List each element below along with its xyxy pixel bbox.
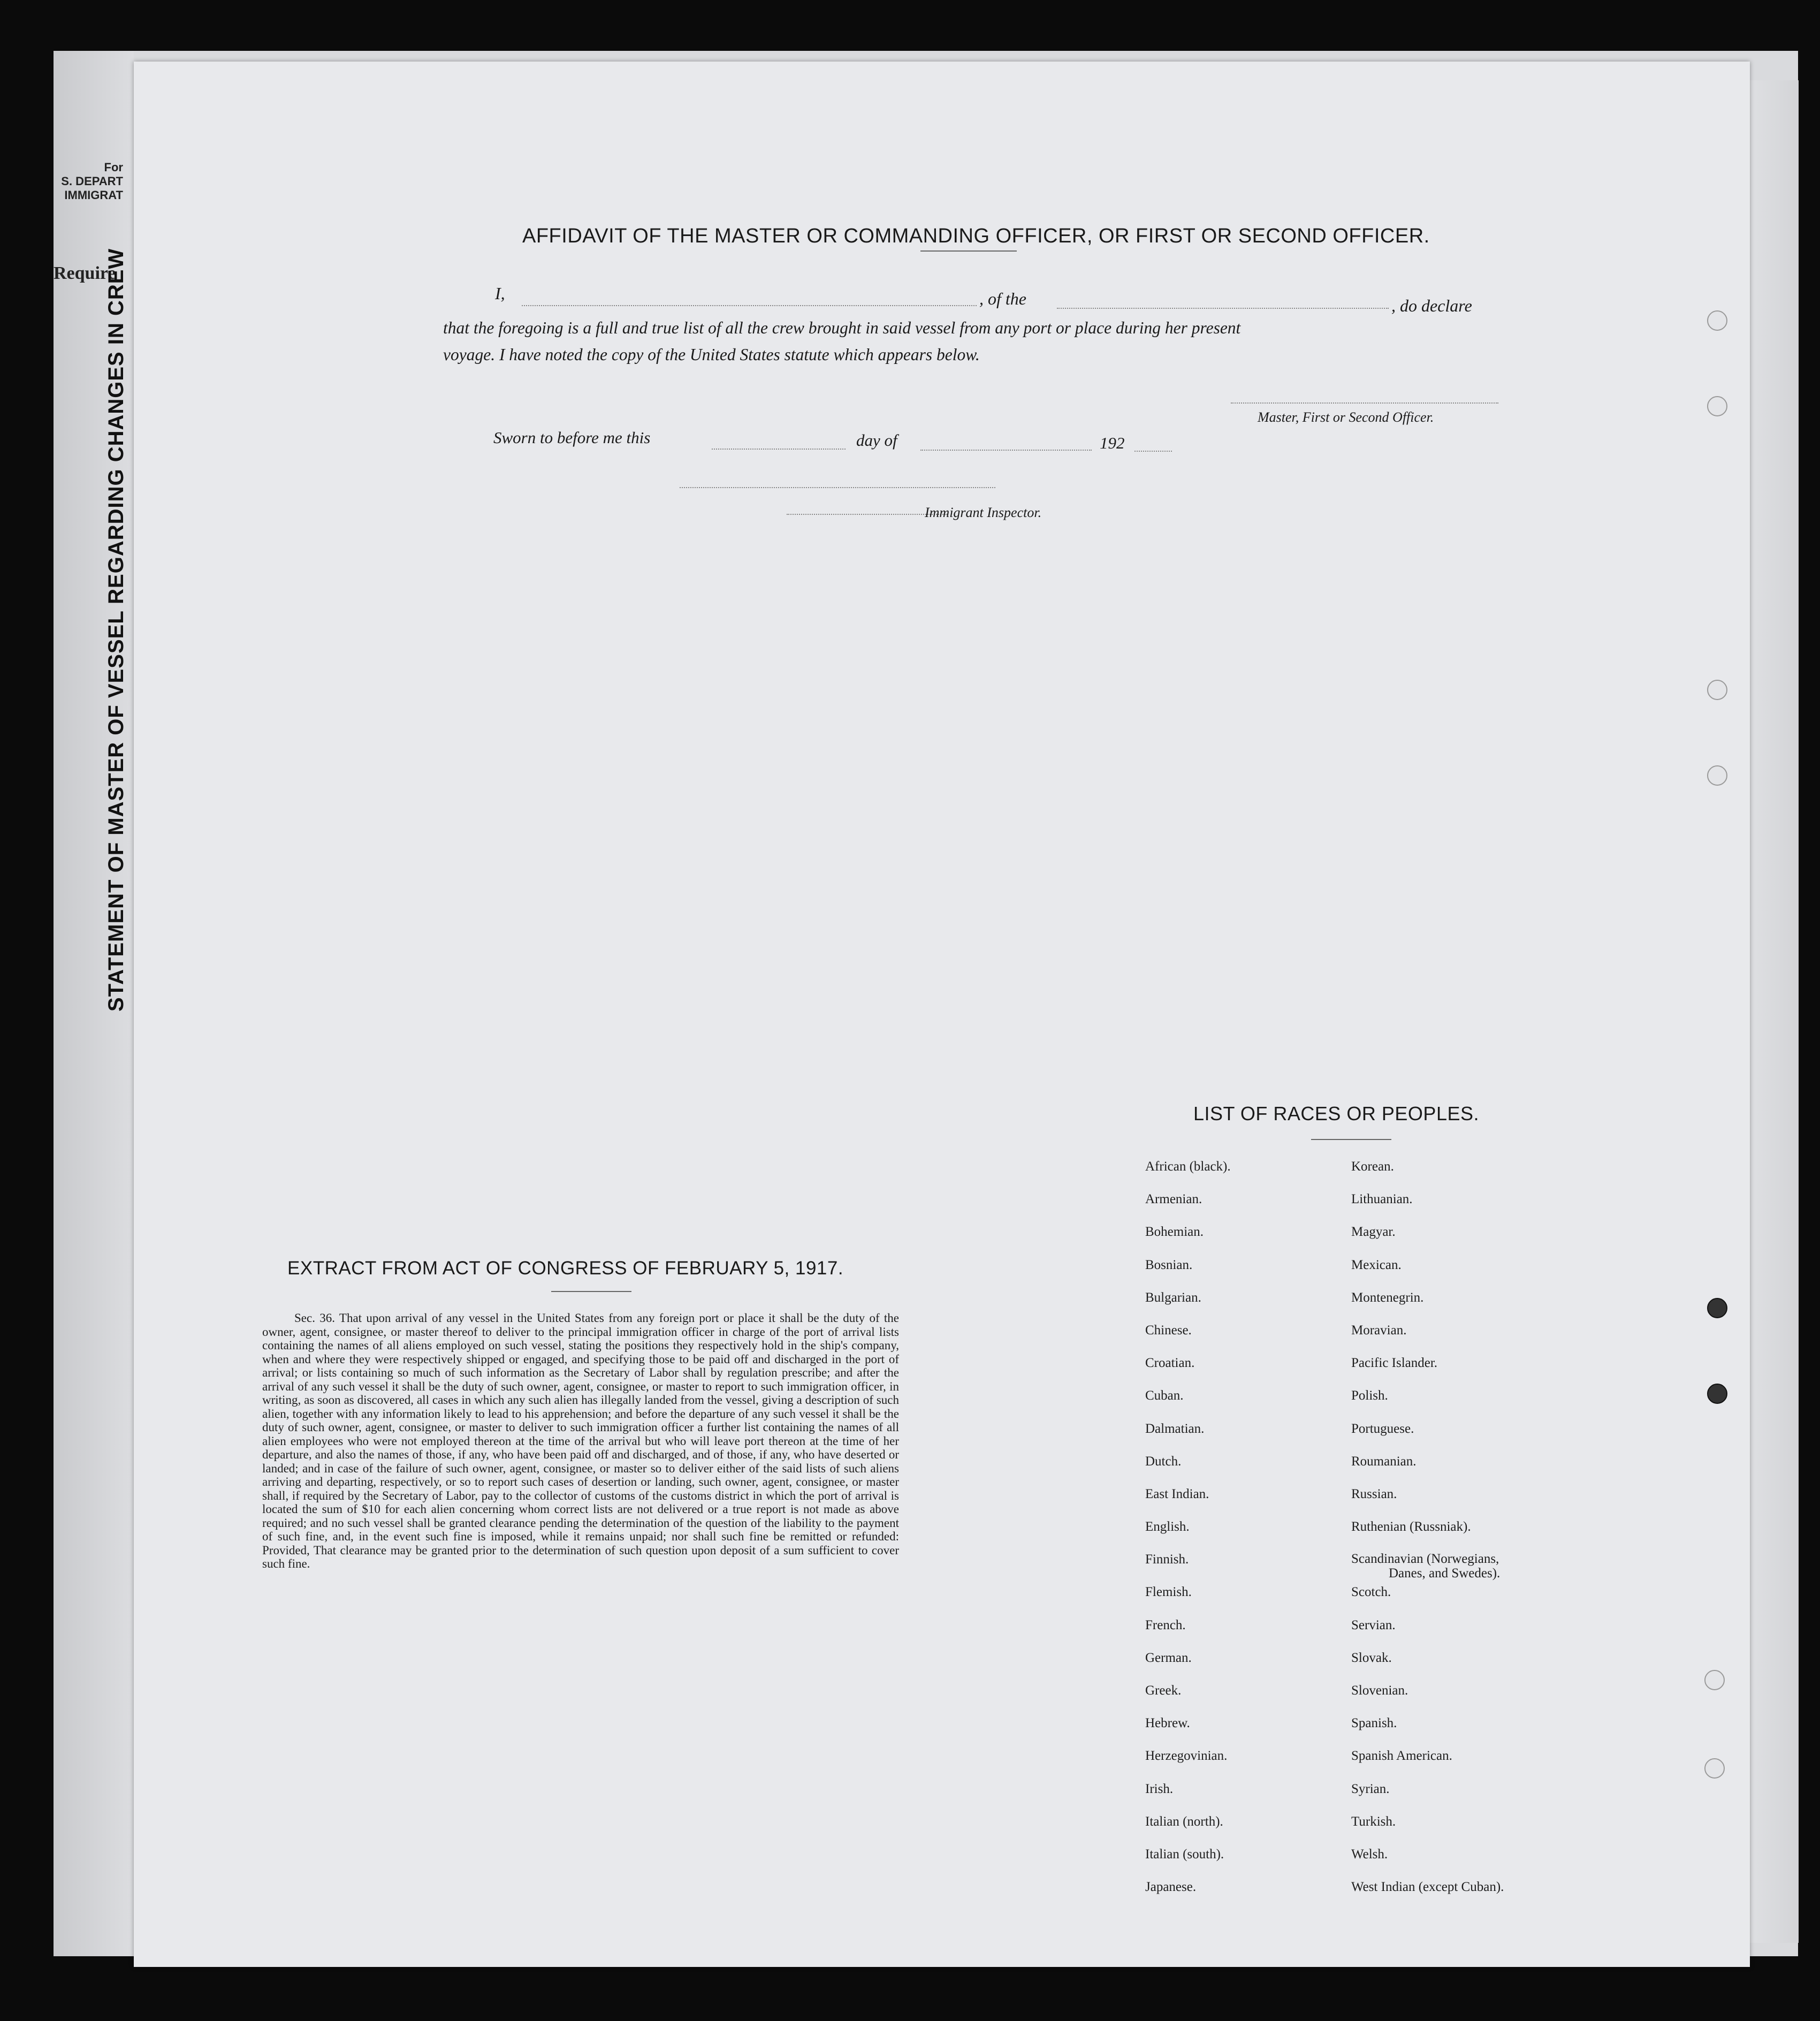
race-item (1351, 1781, 1555, 1814)
race-item-label: Spanish American. (1351, 1749, 1452, 1764)
race-item (1145, 1290, 1349, 1323)
race-item-label: Polish. (1351, 1388, 1388, 1403)
affidavit-heading: AFFIDAVIT OF THE MASTER OR COMMANDING OFFICER, OR FIRST OR SECOND OFFICER. (522, 225, 1430, 247)
race-item-label: Roumanian. (1351, 1454, 1417, 1469)
races-left-column (1145, 1159, 1349, 1912)
race-item (1351, 1552, 1555, 1584)
race-item (1351, 1191, 1555, 1224)
race-item-label: Mexican. (1351, 1257, 1402, 1272)
race-item-label: Croatian. (1145, 1356, 1195, 1371)
race-item-label: Slovak. (1351, 1650, 1392, 1665)
race-item (1145, 1421, 1349, 1454)
races-list (1145, 1159, 1552, 1908)
race-item-label: English. (1145, 1519, 1190, 1534)
statute-paragraph: Sec. 36. That upon arrival of any vessel in the United States from any foreign port or place it shall be the duty of the owner, agent, consignee, or master thereof to deliver to the principal immigration officer in charge of the port of arrival lists containing the names of all aliens employed on such vessel, stating the positions they respectively hold in the ship's company, when and where they were respectively shipped or engaged, and specifying those to be paid off and discharged in the port of arrival; or lists containing so much of such information as the Secretary of Labor shall by regulation prescribe; and after the arrival of any such vessel it shall be the duty of such owner, agent, consignee, or master to report to such immigration officer, in writing, as soon as discovered, all cases in which any such alien has illegally landed from the vessel, giving a description of such alien, together with any information likely to lead to his apprehension; and before the departure of any such vessel it shall be the duty of such owner, agent, consignee, or master to deliver to such immigration officer a further list containing the names of all alien employees who were not employed thereon at the time of the arrival but who will leave port thereon at the time of her departure, and also the names of those, if any, who have been paid off and discharged, and of those, if any, who have deserted or landed; and in case of the failure of such owner, agent, consignee, or master so to deliver either of the said lists of such aliens arriving and departing, respectively, or so to report such cases of desertion or landing, such owner, agent, consignee, or master shall, if required by the Secretary of Labor, pay to the collector of customs of the customs district in which the port of arrival is located the sum of $10 for each alien concerning whom correct lists are not delivered or a true report is not made as above required; and no such vessel shall be granted clearance pending the determination of the question of the liability to the payment of such fine, and, in the event such fine is imposed, while it remains unpaid; nor shall such fine be remitted or refunded: Provided, That clearance may be granted prior to the determination of such question upon deposit of a sum sufficient to cover such fine. (262, 1311, 899, 1570)
race-item (1145, 1584, 1349, 1617)
race-item-label: Greek. (1145, 1683, 1182, 1698)
extract-heading-rule (551, 1291, 631, 1292)
races-heading: LIST OF RACES OR PEOPLES. (1193, 1103, 1479, 1125)
year-prefix: 192 (1100, 434, 1125, 452)
race-item (1351, 1617, 1555, 1650)
race-item (1351, 1486, 1555, 1519)
race-item-label: Montenegrin. (1351, 1290, 1424, 1305)
inspector-line-top (680, 487, 995, 488)
race-item (1351, 1683, 1555, 1715)
race-item (1351, 1454, 1555, 1486)
race-item (1351, 1814, 1555, 1847)
race-item (1145, 1191, 1349, 1224)
race-item (1145, 1781, 1349, 1814)
race-item (1351, 1715, 1555, 1748)
race-item-label: Armenian. (1145, 1192, 1202, 1207)
race-item (1145, 1519, 1349, 1552)
race-item (1145, 1617, 1349, 1650)
binder-hole (1707, 765, 1727, 786)
race-item-label: Cuban. (1145, 1388, 1184, 1403)
affidavit-line-3: voyage. I have noted the copy of the United States statute which appears below. (443, 345, 980, 364)
officer-name-field[interactable] (522, 305, 977, 306)
affidavit-i: I, (495, 284, 505, 303)
fragment-line-3: IMMIGRAT (64, 188, 123, 202)
race-item (1145, 1355, 1349, 1388)
race-item (1145, 1224, 1349, 1257)
inspector-signature-field[interactable] (787, 514, 947, 515)
race-item-label: Finnish. (1145, 1552, 1189, 1567)
race-item (1145, 1552, 1349, 1584)
binder-hole (1704, 1758, 1725, 1779)
race-item-label: Bulgarian. (1145, 1290, 1201, 1305)
race-item-label: Servian. (1351, 1617, 1396, 1632)
race-item (1351, 1748, 1555, 1781)
race-item (1351, 1388, 1555, 1420)
race-item (1145, 1847, 1349, 1879)
race-item (1351, 1584, 1555, 1617)
race-item (1145, 1323, 1349, 1355)
race-item-label: Ruthenian (Russniak). (1351, 1519, 1471, 1534)
race-item (1145, 1879, 1349, 1912)
binder-hole (1707, 680, 1727, 700)
affidavit-line-2: that the foregoing is a full and true list of all the crew brought in said vessel from any port or place during her present (443, 318, 1241, 337)
race-item (1351, 1159, 1555, 1191)
race-item (1145, 1257, 1349, 1290)
race-item-label: Japanese. (1145, 1880, 1197, 1895)
race-item-label: Slovenian. (1351, 1683, 1408, 1698)
race-item (1145, 1650, 1349, 1683)
race-item-label: Dalmatian. (1145, 1421, 1205, 1436)
race-item-label: Syrian. (1351, 1781, 1390, 1796)
binder-hole (1704, 1670, 1725, 1690)
sworn-day-field[interactable] (712, 449, 846, 450)
fragment-required: Require (54, 263, 116, 283)
race-item-label: Scandinavian (Norwegians, (1351, 1552, 1499, 1567)
race-item-label: Flemish. (1145, 1585, 1192, 1600)
race-item-label: Irish. (1145, 1781, 1174, 1796)
race-item (1351, 1290, 1555, 1323)
race-item (1351, 1519, 1555, 1552)
sworn-label: Sworn to before me this (493, 428, 651, 447)
race-item-label: Turkish. (1351, 1814, 1396, 1829)
race-item-label: Portuguese. (1351, 1421, 1414, 1436)
races-heading-rule (1311, 1139, 1391, 1140)
race-item (1351, 1257, 1555, 1290)
race-item-label: French. (1145, 1617, 1186, 1632)
race-item (1145, 1486, 1349, 1519)
race-item-label: Scotch. (1351, 1585, 1391, 1600)
race-item-continuation: Danes, and Swedes). (1389, 1566, 1501, 1581)
race-item-label: Italian (north). (1145, 1814, 1223, 1829)
race-item-label: Magyar. (1351, 1225, 1396, 1240)
extract-heading: EXTRACT FROM ACT OF CONGRESS OF FEBRUARY 5, 1917. (287, 1258, 844, 1279)
master-signature-field[interactable] (1231, 402, 1498, 404)
race-item (1145, 1388, 1349, 1420)
race-item-label: German. (1145, 1650, 1192, 1665)
race-item-label: Bohemian. (1145, 1225, 1204, 1240)
race-item (1351, 1650, 1555, 1683)
affidavit-do-declare: , do declare (1391, 296, 1472, 315)
sworn-month-field[interactable] (920, 450, 1092, 451)
race-item-label: Russian. (1351, 1486, 1397, 1501)
race-item (1145, 1454, 1349, 1486)
race-item (1351, 1421, 1555, 1454)
master-signature-label: Master, First or Second Officer. (1258, 409, 1434, 425)
vessel-name-field[interactable] (1057, 308, 1389, 309)
race-item (1351, 1323, 1555, 1355)
race-item (1145, 1159, 1349, 1191)
fragment-line-2: S. DEPART (61, 174, 123, 188)
sworn-year-field[interactable] (1134, 451, 1172, 452)
race-item-label: Korean. (1351, 1159, 1394, 1174)
race-item-label: African (black). (1145, 1159, 1231, 1174)
race-item-label: West Indian (except Cuban). (1351, 1880, 1504, 1895)
race-item-label: Italian (south). (1145, 1847, 1224, 1862)
race-item (1351, 1847, 1555, 1879)
race-item (1145, 1814, 1349, 1847)
race-item-label: Moravian. (1351, 1323, 1407, 1338)
binder-hole (1707, 1298, 1727, 1318)
side-title: STATEMENT OF MASTER OF VESSEL REGARDING CHANGES IN CREW (104, 248, 128, 1012)
day-of-label: day of (856, 431, 897, 450)
race-item (1351, 1879, 1555, 1912)
race-item-label: Chinese. (1145, 1323, 1192, 1338)
race-item-label: Herzegovinian. (1145, 1749, 1228, 1764)
affidavit-heading-rule (920, 250, 1017, 252)
race-item-label: East Indian. (1145, 1486, 1209, 1501)
race-item (1145, 1715, 1349, 1748)
race-item (1351, 1355, 1555, 1388)
binder-hole (1707, 396, 1727, 416)
statute-text-block (262, 1311, 899, 1571)
race-item-label: Pacific Islander. (1351, 1356, 1438, 1371)
race-item (1145, 1748, 1349, 1781)
race-item-label: Welsh. (1351, 1847, 1388, 1862)
race-item (1145, 1683, 1349, 1715)
race-item (1351, 1224, 1555, 1257)
race-item-label: Bosnian. (1145, 1257, 1193, 1272)
race-item-label: Lithuanian. (1351, 1192, 1413, 1207)
race-item-label: Hebrew. (1145, 1716, 1190, 1731)
fragment-line-1: For (104, 161, 123, 174)
race-item-label: Dutch. (1145, 1454, 1182, 1469)
inspector-label: Immigrant Inspector. (925, 505, 1042, 520)
binder-hole (1707, 1384, 1727, 1404)
races-right-column (1351, 1159, 1555, 1912)
binder-hole (1707, 310, 1727, 331)
race-item-label: Spanish. (1351, 1716, 1397, 1731)
affidavit-of-the: , of the (979, 289, 1026, 308)
